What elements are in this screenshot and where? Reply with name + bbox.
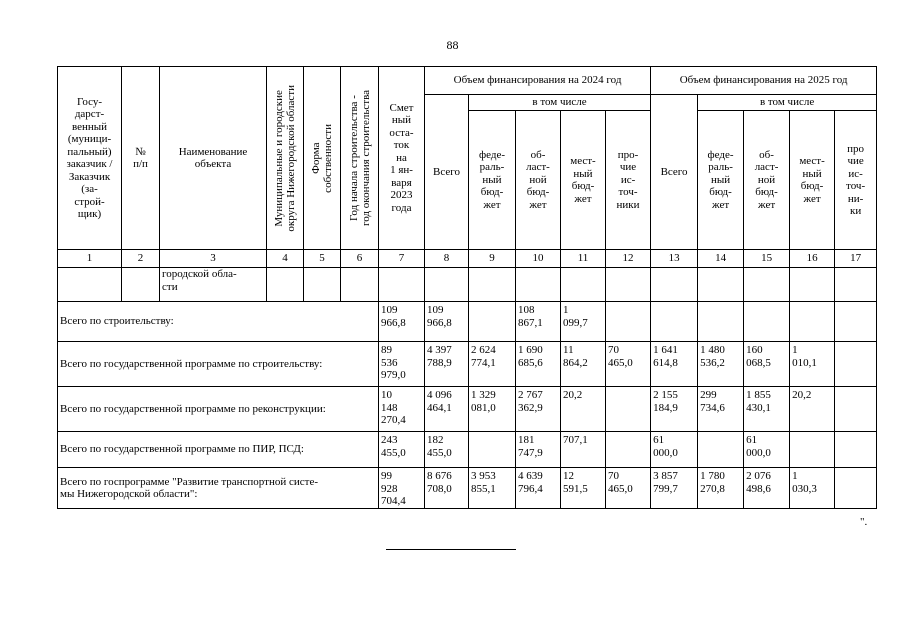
cell: 182 455,0 (425, 432, 469, 468)
cell: 707,1 (561, 432, 606, 468)
cell: 3 953 855,1 (469, 468, 516, 509)
cell: 11 864,2 (561, 342, 606, 387)
cell: 4 639 796,4 (516, 468, 561, 509)
cell: 70 465,0 (606, 468, 651, 509)
table-row (58, 432, 877, 468)
row-label: Всего по строительству: (58, 302, 379, 342)
cell: 243 455,0 (379, 432, 425, 468)
cell: 1 855 430,1 (744, 387, 790, 432)
col-num: 7 (379, 250, 425, 268)
cell: 3 857 799,7 (651, 468, 698, 509)
financing-table (57, 66, 877, 509)
cell: 61 000,0 (744, 432, 790, 468)
cell: 2 076 498,6 (744, 468, 790, 509)
header-local-2024: мест- ный бюд- жет (561, 111, 606, 250)
header-ownership-text: Форма собственности (310, 123, 334, 193)
col-num: 2 (122, 250, 160, 268)
header-row-1 (58, 67, 877, 95)
page-number: 88 (446, 38, 459, 52)
cell: 70 465,0 (606, 342, 651, 387)
cell: 1 329 081,0 (469, 387, 516, 432)
row-label: Всего по государственной программе по ПИР, ПСД: (58, 432, 379, 468)
cell (835, 387, 877, 432)
col-num: 12 (606, 250, 651, 268)
col-num: 13 (651, 250, 698, 268)
cell (469, 432, 516, 468)
col-num: 6 (341, 250, 379, 268)
table-row (58, 342, 877, 387)
cell (698, 302, 744, 342)
header-federal-2024: феде- раль- ный бюд- жет (469, 111, 516, 250)
col-num: 5 (304, 250, 341, 268)
col-num: 9 (469, 250, 516, 268)
cell: 1 780 270,8 (698, 468, 744, 509)
cell (651, 302, 698, 342)
cell: 99 928 704,4 (379, 468, 425, 509)
col-num: 17 (835, 250, 877, 268)
header-local-2025: мест- ный бюд- жет (790, 111, 835, 250)
table-row (58, 387, 877, 432)
header-years (341, 67, 379, 250)
cell: 2 767 362,9 (516, 387, 561, 432)
row-label: Всего по государственной программе по реконструкции: (58, 387, 379, 432)
row-label: Всего по государственной программе по строительству: (58, 342, 379, 387)
header-object-name: Наименование объекта (160, 67, 267, 250)
col-num: 15 (744, 250, 790, 268)
cell: 299 734,6 (698, 387, 744, 432)
cell: 4 397 788,9 (425, 342, 469, 387)
header-total-2024: Всего (425, 95, 469, 250)
cell (698, 432, 744, 468)
cell: 109 966,8 (379, 302, 425, 342)
table-row (58, 468, 877, 509)
cell (606, 387, 651, 432)
cell: 108 867,1 (516, 302, 561, 342)
col-num: 1 (58, 250, 122, 268)
cell: 4 096 464,1 (425, 387, 469, 432)
header-municipal-districts-text: Муниципальные и городские округа Нижегородской области (273, 84, 297, 232)
cell: 8 676 708,0 (425, 468, 469, 509)
col-num: 8 (425, 250, 469, 268)
cell: 1 099,7 (561, 302, 606, 342)
col-num: 16 (790, 250, 835, 268)
table-row (58, 302, 877, 342)
cell: 160 068,5 (744, 342, 790, 387)
cell: 2 155 184,9 (651, 387, 698, 432)
footer-rule (386, 549, 516, 550)
continuation-row (58, 268, 877, 302)
col-num: 14 (698, 250, 744, 268)
cell: 12 591,5 (561, 468, 606, 509)
header-other-2024: про- чие ис- точ- ники (606, 111, 651, 250)
header-municipal-districts (267, 67, 304, 250)
cell: 61 000,0 (651, 432, 698, 468)
cell: 1 010,1 (790, 342, 835, 387)
cell (744, 302, 790, 342)
cell: 109 966,8 (425, 302, 469, 342)
cell: 1 641 614,8 (651, 342, 698, 387)
cell (835, 468, 877, 509)
col-num: 10 (516, 250, 561, 268)
header-total-2025: Всего (651, 95, 698, 250)
header-regional-2024: об- ласт- ной бюд- жет (516, 111, 561, 250)
cell: 20,2 (561, 387, 606, 432)
cell: 1 030,3 (790, 468, 835, 509)
header-federal-2025: феде- раль- ный бюд- жет (698, 111, 744, 250)
cell (790, 432, 835, 468)
cell (606, 302, 651, 342)
header-regional-2025: об- ласт- ной бюд- жет (744, 111, 790, 250)
header-years-text: Год начала строительства - год окончания строительства (347, 90, 372, 226)
cell: 10 148 270,4 (379, 387, 425, 432)
cell: 20,2 (790, 387, 835, 432)
header-other-2025: про чие ис- точ- ни- ки (835, 111, 877, 250)
cell: 89 536 979,0 (379, 342, 425, 387)
column-numbers-row (58, 250, 877, 268)
cell: 1 480 536,2 (698, 342, 744, 387)
header-including-2025: в том числе (698, 95, 877, 111)
header-ownership (304, 67, 341, 250)
row-label: Всего по госпрограмме "Развитие транспортной систе- мы Нижегородской области": (58, 468, 379, 509)
cell (790, 302, 835, 342)
cell: 1 690 685,6 (516, 342, 561, 387)
col-num: 3 (160, 250, 267, 268)
cell (469, 302, 516, 342)
cell (835, 342, 877, 387)
header-customer: Госу- дарст- венный (муници- пальный) заказчик / Заказчик (за- строй- щик) (58, 67, 122, 250)
col-num: 4 (267, 250, 304, 268)
col-num: 11 (561, 250, 606, 268)
header-estimate-balance: Смет ный оста- ток на 1 ян- варя 2023 года (379, 67, 425, 250)
header-financing-2025: Объем финансирования на 2025 год (651, 67, 877, 95)
cell (835, 302, 877, 342)
cell: 181 747,9 (516, 432, 561, 468)
header-financing-2024: Объем финансирования на 2024 год (425, 67, 651, 95)
closing-quote: ". (860, 516, 868, 528)
cell (606, 432, 651, 468)
header-including-2024: в том числе (469, 95, 651, 111)
header-number: № п/п (122, 67, 160, 250)
cell: 2 624 774,1 (469, 342, 516, 387)
cell (835, 432, 877, 468)
continuation-cell: городской обла- сти (160, 268, 267, 302)
